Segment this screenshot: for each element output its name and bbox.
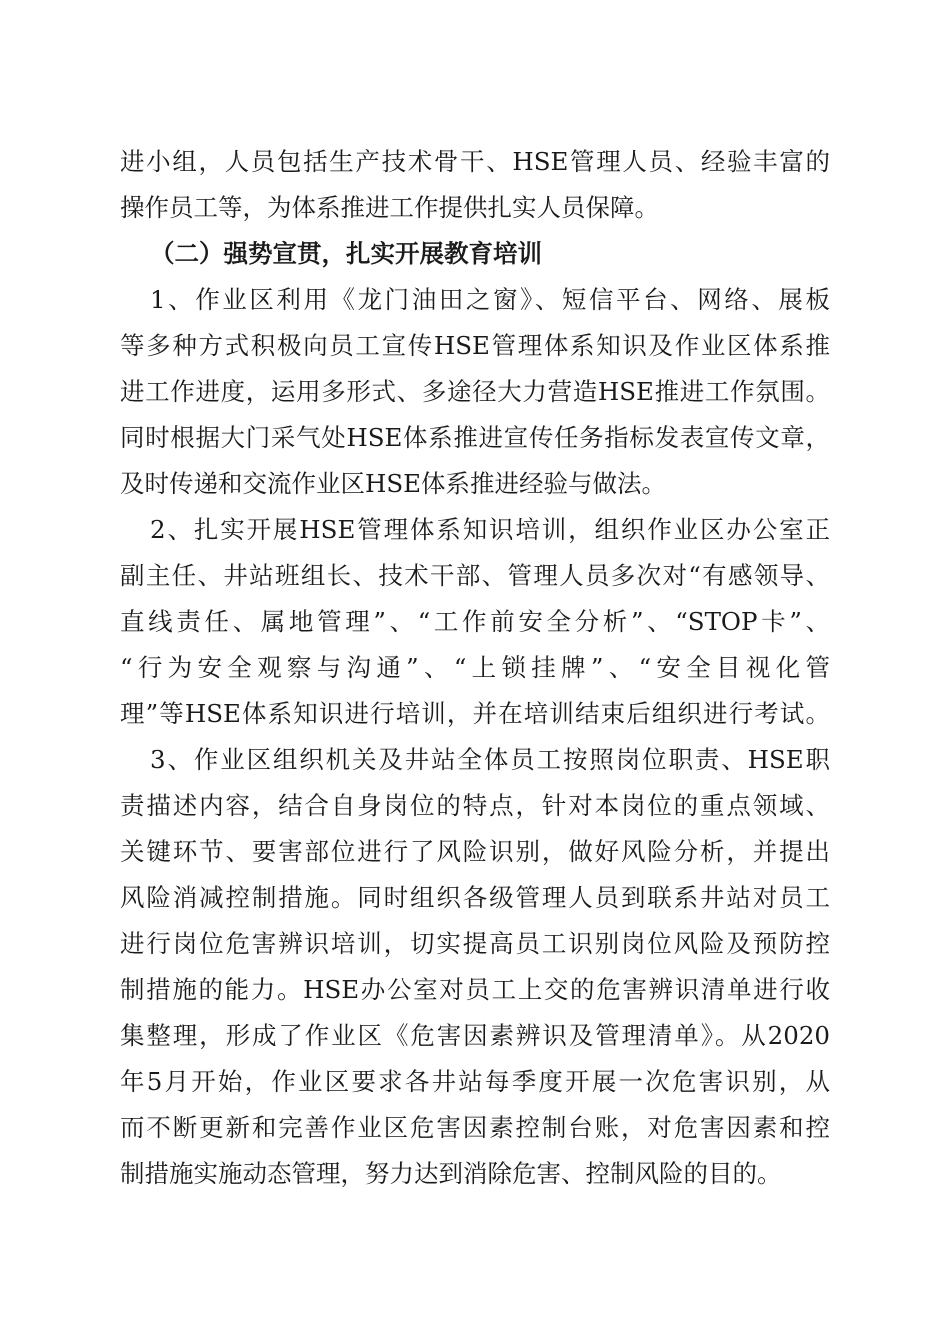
text-line: “行为安全观察与沟通”、“上锁挂牌”、“安全目视化管	[120, 653, 830, 682]
text-line: 年5月开始，作业区要求各井站每季度开展一次危害识别，从	[120, 1067, 830, 1096]
text-line: 责描述内容，结合自身岗位的特点，针对本岗位的重点领域、	[120, 791, 830, 820]
section-heading: （二）强势宣贯，扎实开展教育培训	[150, 239, 542, 268]
text-line: 同时根据大门采气处HSE体系推进宣传任务指标发表宣传文章，	[120, 423, 830, 452]
text-line: 进小组，人员包括生产技术骨干、HSE管理人员、经验丰富的	[120, 147, 830, 176]
text-line: 操作员工等，为体系推进工作提供扎实人员保障。	[120, 193, 659, 222]
text-line: 进行岗位危害辨识培训，切实提高员工识别岗位风险及预防控	[120, 929, 830, 958]
text-line: 直线责任、属地管理”、“工作前安全分析”、“STOP卡”、	[120, 607, 830, 636]
text-line: 关键环节、要害部位进行了风险识别，做好风险分析，并提出	[120, 837, 830, 866]
text-line: 2、扎实开展HSE管理体系知识培训，组织作业区办公室正	[150, 515, 830, 544]
text-line: 集整理，形成了作业区《危害因素辨识及管理清单》。从2020	[120, 1021, 830, 1050]
text-line: 3、作业区组织机关及井站全体员工按照岗位职责、HSE职	[150, 745, 830, 774]
text-line: 及时传递和交流作业区HSE体系推进经验与做法。	[120, 469, 667, 498]
text-line: 等多种方式积极向员工宣传HSE管理体系知识及作业区体系推	[120, 331, 830, 360]
text-line: 风险消减控制措施。同时组织各级管理人员到联系井站对员工	[120, 883, 830, 912]
text-line: 理”等HSE体系知识进行培训，并在培训结束后组织进行考试。	[120, 699, 830, 728]
text-line: 制措施的能力。HSE办公室对员工上交的危害辨识清单进行收	[120, 975, 830, 1004]
text-line: 副主任、井站班组长、技术干部、管理人员多次对“有感领导、	[120, 561, 830, 590]
text-line: 制措施实施动态管理，努力达到消除危害、控制风险的目的。	[120, 1159, 782, 1188]
text-line: 进工作进度，运用多形式、多途径大力营造HSE推进工作氛围。	[120, 377, 830, 406]
text-line: 1、作业区利用《龙门油田之窗》、短信平台、网络、展板	[150, 285, 830, 314]
text-line: 而不断更新和完善作业区危害因素控制台账，对危害因素和控	[120, 1113, 830, 1142]
